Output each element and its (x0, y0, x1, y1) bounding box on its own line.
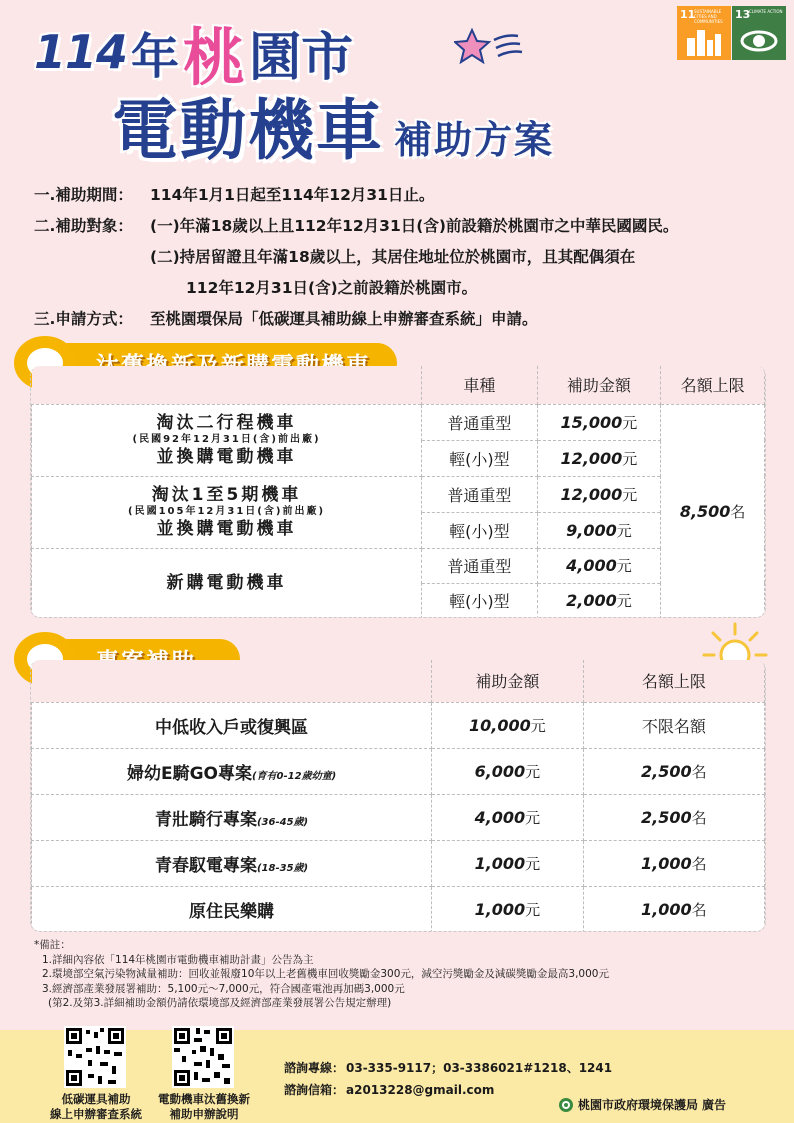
phone-label: 諮詢專線： (284, 1061, 345, 1075)
amount-cell (432, 794, 584, 840)
org-block (558, 1096, 726, 1113)
vehicle-type: 輕(小)型 (422, 440, 538, 476)
title-year: 114 (34, 25, 128, 79)
program-cell (32, 794, 432, 840)
apply-value: 至桃園環保局「低碳運具補助線上申辦審查系統」申請。 (150, 310, 538, 328)
target-2a-row (34, 242, 774, 273)
amount-cell (432, 748, 584, 794)
vehicle-type: 普通重型 (422, 476, 538, 512)
target-2a: (二)持居留證且年滿18歲以上，其居住地址位於桃園市，且其配偶須在 (150, 248, 636, 266)
qr-code-1[interactable] (64, 1026, 126, 1088)
amount-unit: 元 (525, 762, 541, 781)
sdg11-label: SUSTAINABLE CITIES AND COMMUNITIES (694, 9, 723, 24)
quota-value: 2,500 (641, 807, 692, 827)
qr-caption-2 (142, 1092, 266, 1122)
target-1: (一)年滿18歲以上且112年12月31日(含)前設籍於桃園市之中華民國國民。 (150, 217, 679, 235)
quota-value: 1,000 (641, 853, 692, 873)
program-name: 原住民樂購 (189, 901, 275, 922)
target-2b: 112年12月31日(含)之前設籍於桃園市。 (186, 279, 478, 297)
amount-cell (432, 840, 584, 886)
amount-value: 1,000 (474, 899, 526, 919)
subsidy-table-1 (30, 366, 766, 618)
quota-unit: 名 (691, 762, 707, 781)
program-name: 青壯騎行專案 (154, 809, 257, 830)
title-plan: 補助方案 (394, 118, 555, 162)
amount-value: 4,000 (474, 807, 526, 827)
table-row (32, 702, 765, 748)
quota-cell (583, 702, 764, 748)
quota-value: 1,000 (641, 899, 692, 919)
phone-value[interactable]: 03-335-9117；03-3386021#1218、1241 (346, 1061, 613, 1075)
sdg13-number: 13 (735, 8, 751, 21)
phone-row (284, 1057, 612, 1079)
qr-caption-2-line1: 電動機車汰舊換新 (158, 1092, 250, 1106)
quota-cell (583, 794, 764, 840)
amount-value: 1,000 (474, 853, 526, 873)
note-item: 1.詳細內容依「114年桃園市電動機車補助計畫」公告為主 (42, 953, 314, 966)
quota-unit: 名 (691, 808, 707, 827)
table-row (32, 840, 765, 886)
period-value: 114年1月1日起至114年12月31日止。 (150, 186, 435, 204)
target-2b-row (34, 273, 774, 304)
category-cell (32, 476, 422, 548)
program-note: (18-35歲) (256, 862, 309, 874)
period-label: 一.補助期間： (34, 186, 133, 204)
quota-value: 8,500 (679, 501, 731, 521)
table-row (32, 794, 765, 840)
vehicle-type: 輕(小)型 (422, 512, 538, 548)
program-cell (32, 840, 432, 886)
quota-cell (661, 404, 765, 618)
apply-row (34, 304, 774, 335)
amount-value: 10,000 (469, 715, 531, 735)
target-row (34, 211, 774, 242)
notes-block (34, 938, 609, 1011)
subsidy-table-2 (30, 660, 766, 932)
header-amount: 補助金額 (537, 366, 661, 404)
category-cell (32, 404, 422, 476)
amount-cell (432, 886, 584, 932)
category-title-2: 並換購電動機車 (156, 447, 297, 467)
quota-value: 不限名額 (641, 716, 706, 736)
sdg13-label: CLIMATE ACTION (749, 9, 783, 14)
period-row (34, 180, 774, 211)
org-name: 桃園市政府環境保護局 (578, 1098, 699, 1112)
blank-header (32, 366, 422, 404)
title-line-2 (112, 92, 554, 172)
amount-unit: 元 (525, 808, 541, 827)
category-title: 淘汰1至5期機車 (151, 485, 302, 505)
title-tao: 桃 (183, 20, 246, 94)
sdg11-number: 11 (680, 8, 696, 21)
category-title-2: 並換購電動機車 (156, 519, 297, 539)
program-name: 青春馭電專案 (154, 855, 257, 876)
quota-cell (583, 886, 764, 932)
mail-label: 諮詢信箱： (284, 1083, 345, 1097)
amount-value: 12,000 (560, 484, 623, 504)
eye-globe-icon (740, 26, 778, 56)
amount-unit: 元 (622, 449, 638, 468)
blank-header (32, 660, 432, 702)
quota-value: 2,500 (641, 761, 692, 781)
quota-cell (583, 840, 764, 886)
note-item: 3.經濟部產業發展署補助：5,100元～7,000元，符合國產電池再加碼3,000元 (42, 982, 405, 995)
title-city: 園市 (249, 27, 354, 88)
qr-caption-1-line1: 低碳運具補助 (61, 1092, 131, 1106)
program-note: (36-45歲) (256, 816, 309, 828)
program-cell (32, 702, 432, 748)
category-cell (32, 548, 422, 618)
info-block (34, 180, 774, 335)
apply-label: 三.申請方式： (34, 310, 133, 328)
quota-unit: 名 (691, 854, 707, 873)
qr-code-2[interactable] (172, 1026, 234, 1088)
org-suffix: 廣告 (702, 1098, 727, 1112)
amount-cell (537, 404, 661, 440)
program-cell (32, 748, 432, 794)
amount-value: 6,000 (474, 761, 526, 781)
amount-unit: 元 (530, 716, 546, 735)
table-row (32, 886, 765, 932)
mail-value[interactable]: a2013228@gmail.com (346, 1083, 495, 1097)
category-title: 淘汰二行程機車 (156, 413, 297, 433)
amount-cell (432, 702, 584, 748)
header-quota: 名額上限 (661, 366, 765, 404)
amount-value: 15,000 (560, 412, 623, 432)
vehicle-type: 普通重型 (422, 548, 538, 583)
amount-unit: 元 (616, 592, 632, 610)
amount-cell (537, 548, 661, 583)
star-icon (454, 26, 524, 70)
title-ev: 電動機車 (112, 92, 384, 169)
contact-block (284, 1057, 612, 1101)
target-label: 二.補助對象： (34, 217, 133, 235)
title-nian: 年 (131, 28, 180, 85)
vehicle-type: 普通重型 (422, 404, 538, 440)
sdg13-badge (732, 6, 786, 60)
category-note: (民國105年12月31日(含)前出廠) (128, 506, 326, 517)
amount-value: 9,000 (566, 520, 617, 540)
program-name: 中低收入戶或復興區 (155, 717, 309, 738)
amount-value: 4,000 (566, 556, 617, 575)
table-row (32, 748, 765, 794)
header-type: 車種 (422, 366, 538, 404)
amount-unit: 元 (616, 521, 632, 540)
amount-value: 2,000 (566, 591, 617, 610)
notes-head: *備註： (34, 939, 71, 951)
amount-cell (537, 512, 661, 548)
note-item: (第2.及第3.詳細補助金額仍請依環境部及經濟部產業發展署公告規定辦理) (48, 997, 392, 1009)
amount-unit: 元 (525, 854, 541, 873)
vehicle-type: 輕(小)型 (422, 583, 538, 618)
amount-cell (537, 476, 661, 512)
qr-caption-1-line2: 線上申辦審查系統 (50, 1107, 142, 1121)
program-note: (育有0-12歲幼童) (251, 770, 337, 782)
program-cell (32, 886, 432, 932)
amount-unit: 元 (622, 413, 638, 432)
amount-cell (537, 440, 661, 476)
header-amount: 補助金額 (432, 660, 584, 702)
quota-unit: 名 (691, 900, 707, 919)
quota-unit: 名 (730, 502, 746, 521)
amount-unit: 元 (622, 485, 638, 504)
epa-logo-icon (558, 1097, 574, 1113)
qr-caption-2-line2: 補助申辦說明 (169, 1107, 239, 1121)
category-title: 新購電動機車 (166, 573, 287, 593)
amount-cell (537, 583, 661, 618)
program-name: 婦幼E騎GO專案 (126, 763, 252, 784)
amount-unit: 元 (525, 900, 541, 919)
header-quota: 名額上限 (583, 660, 764, 702)
qr-caption-1 (34, 1092, 158, 1122)
amount-unit: 元 (616, 557, 632, 575)
amount-value: 12,000 (560, 448, 623, 468)
note-item: 2.環境部空氣污染物減量補助：回收並報廢10年以上老舊機車回收獎勵金300元，減空污獎勵金及減碳獎勵金最高3,000元 (42, 968, 609, 980)
city-icon (685, 26, 723, 56)
category-note: (民國92年12月31日(含)前出廠) (132, 434, 321, 445)
sdg11-badge (677, 6, 731, 60)
quota-cell (583, 748, 764, 794)
